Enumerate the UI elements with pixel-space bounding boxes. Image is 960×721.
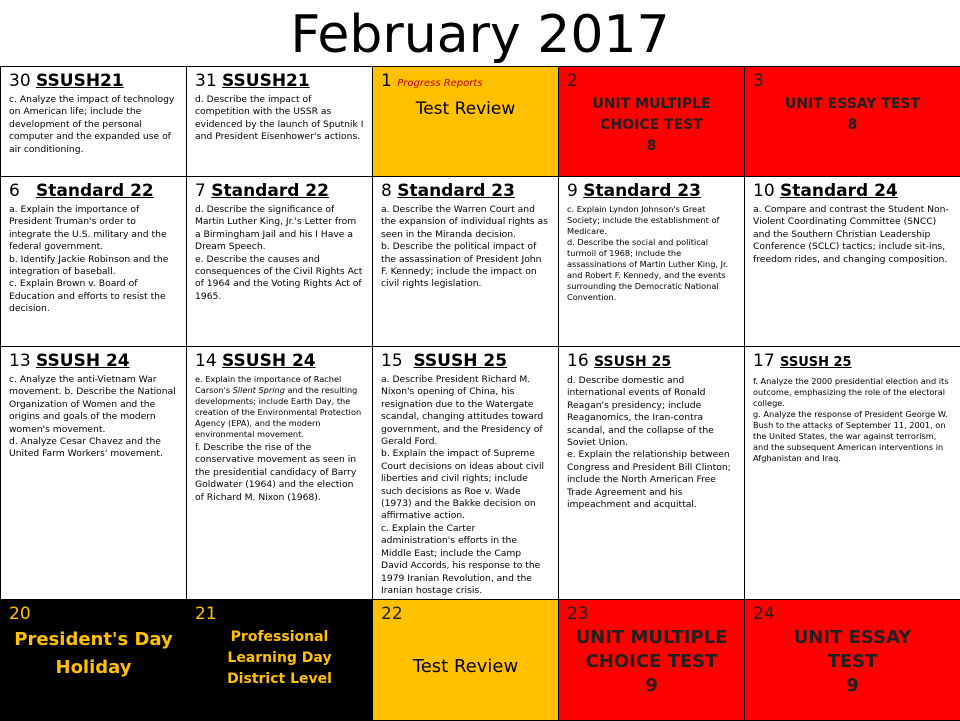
day-cell-16 xyxy=(559,347,745,600)
event-label: Test Review xyxy=(381,655,550,679)
standard-label: SSUSH21 xyxy=(36,71,124,91)
day-number: 6 xyxy=(9,181,20,201)
standard-description: c. Analyze the impact of technology on American life; include the development of the personal computer and the expanded use of air conditioning. xyxy=(9,94,178,156)
day-header xyxy=(753,350,952,374)
description-text: and the resulting developments; include Earth Day, the creation of the Environmental Protection Agency (EPA), and the modern environmental movement. xyxy=(195,385,361,439)
day-number: 17 xyxy=(753,351,775,371)
event-line: 9 xyxy=(753,674,952,698)
day-header xyxy=(9,350,178,372)
day-header xyxy=(753,180,952,202)
standard-label: Standard 23 xyxy=(583,181,701,201)
day-cell-31 xyxy=(187,67,373,177)
day-number: 10 xyxy=(753,181,775,201)
description-text: e. Explain the importance of Rachel Carson's xyxy=(195,374,341,395)
day-cell-3 xyxy=(745,67,960,177)
day-cell-17 xyxy=(745,347,960,600)
standard-description: c. Explain Lyndon Johnson's Great Society; include the establishment of Medicare. d. Describe the social and political turmoil of 1968; include the assassinations of Martin Luther King, Jr. and Robert F. Kennedy, and the events surrounding the Democratic National Convention. xyxy=(567,204,736,303)
day-header xyxy=(9,70,178,92)
day-number: 13 xyxy=(9,351,31,371)
event-line: 9 xyxy=(567,674,736,698)
day-number: 22 xyxy=(381,603,550,625)
day-number: 31 xyxy=(195,71,217,91)
day-number: 30 xyxy=(9,71,31,91)
day-cell-10 xyxy=(745,177,960,347)
standard-label: SSUSH 24 xyxy=(222,351,316,371)
day-header xyxy=(567,350,736,373)
standard-description: f. Analyze the 2000 presidential election and its outcome, emphasizing the role of the electoral college. g. Analyze the response of President George W. Bush to the attacks of September 11, 2001, on the United States, the war against terrorism, and the subsequent American interventions in Afghanistan and Iraq. xyxy=(753,376,952,464)
standard-label: Standard 23 xyxy=(397,181,515,201)
day-number: 8 xyxy=(381,181,392,201)
day-header xyxy=(567,180,736,202)
event-line: UNIT MULTIPLE xyxy=(567,94,736,115)
day-number: 3 xyxy=(753,70,952,92)
standard-description: f. Describe the rise of the conservative movement as seen in the presidential candidacy of Barry Goldwater (1964) and the election of Richard M. Nixon (1968). xyxy=(195,442,364,504)
event-line: CHOICE TEST xyxy=(567,115,736,136)
day-header xyxy=(195,70,364,92)
day-cell-30 xyxy=(1,67,187,177)
day-number: 2 xyxy=(567,70,736,92)
standard-description: c. Analyze the anti-Vietnam War movement. b. Describe the National Organization of Women and the origins and goals of the modern women's movement. d. Analyze Cesar Chavez and the United Farm Workers' movement. xyxy=(9,374,178,461)
standard-description xyxy=(195,374,364,440)
day-header xyxy=(9,180,178,202)
event-line: TEST xyxy=(753,650,952,674)
day-number: 9 xyxy=(567,181,578,201)
day-number: 1 xyxy=(381,71,392,91)
week-row xyxy=(1,600,960,721)
day-cell-23 xyxy=(559,600,745,721)
standard-label: SSUSH21 xyxy=(222,71,310,91)
standard-description: d. Describe the impact of competition with the USSR as evidenced by the launch of Sputnik I and President Eisenhower's actions. xyxy=(195,94,364,144)
day-cell-14 xyxy=(187,347,373,600)
event-line: Holiday xyxy=(9,656,178,680)
day-number: 16 xyxy=(567,351,589,371)
day-number: 15 xyxy=(381,351,403,371)
day-cell-7 xyxy=(187,177,373,347)
standard-label: Standard 24 xyxy=(780,181,898,201)
event-line: Learning Day xyxy=(195,648,364,669)
page-title: February 2017 xyxy=(0,0,960,66)
day-number: 21 xyxy=(195,603,364,625)
day-header xyxy=(381,70,550,95)
week-row xyxy=(1,67,960,177)
day-cell-21 xyxy=(187,600,373,721)
standard-description: a. Explain the importance of President Truman's order to integrate the U.S. military and the federal government. b. Identify Jackie Robinson and the integration of baseball. c. Explain Brown v. Board of Education and efforts to resist the decision. xyxy=(9,204,178,316)
standard-label: Standard 22 xyxy=(211,181,329,201)
standard-label: SSUSH 25 xyxy=(594,354,671,370)
event-line: 8 xyxy=(567,136,736,157)
day-number: 20 xyxy=(9,603,178,625)
day-header xyxy=(381,350,550,372)
standard-label: SSUSH 24 xyxy=(36,351,130,371)
standard-description: a. Describe the Warren Court and the expansion of individual rights as seen in the Miranda decision. b. Describe the political impact of the assassination of President John F. Kennedy; include the impact on civil rights legislation. xyxy=(381,204,550,291)
event-line: 8 xyxy=(753,115,952,136)
event-line: UNIT ESSAY TEST xyxy=(753,94,952,115)
day-cell-1 xyxy=(373,67,559,177)
event-line: UNIT ESSAY xyxy=(753,626,952,650)
standard-description: a. Describe President Richard M. Nixon's opening of China, his resignation due to the Watergate scandal, changing attitudes toward government, and the Presidency of Gerald Ford. b. Explain the impact of Supreme Court decisions on ideas about civil liberties and civil rights; include such decisions as Roe v. Wade (1973) and the Bakke decision on affirmative action. c. Explain the Carter administration's efforts in the Middle East; include the Camp David Accords, his response to the 1979 Iranian Revolution, and the Iranian hostage crisis. xyxy=(381,374,550,597)
week-row xyxy=(1,347,960,600)
standard-description: d. Describe the significance of Martin Luther King, Jr.'s Letter from a Birmingham Jail and his I Have a Dream Speech. e. Describe the causes and consequences of the Civil Rights Act of 1964 and the Voting Rights Act of 1965. xyxy=(195,204,364,303)
day-number: 24 xyxy=(753,603,952,625)
standard-label: SSUSH 25 xyxy=(413,351,507,371)
event-line: UNIT MULTIPLE xyxy=(567,626,736,650)
day-cell-22 xyxy=(373,600,559,721)
book-title: Silent Spring xyxy=(233,385,285,395)
day-cell-13 xyxy=(1,347,187,600)
event-line: CHOICE TEST xyxy=(567,650,736,674)
standard-label: Standard 22 xyxy=(36,181,154,201)
day-header xyxy=(195,180,364,202)
day-cell-8 xyxy=(373,177,559,347)
day-cell-24 xyxy=(745,600,960,721)
day-number: 23 xyxy=(567,603,736,625)
event-line: President's Day xyxy=(9,628,178,652)
day-cell-15 xyxy=(373,347,559,600)
event-label: Test Review xyxy=(381,97,550,121)
day-header xyxy=(195,350,364,372)
week-row xyxy=(1,177,960,347)
day-cell-2 xyxy=(559,67,745,177)
progress-reports-note: Progress Reports xyxy=(397,78,482,89)
standard-description: a. Compare and contrast the Student Non-Violent Coordinating Committee (SNCC) and the Southern Christian Leadership Conference (SCLC) tactics; include sit-ins, freedom rides, and changing composition. xyxy=(753,204,952,266)
calendar-grid xyxy=(0,66,960,721)
day-number: 7 xyxy=(195,181,206,201)
day-cell-6 xyxy=(1,177,187,347)
day-cell-20 xyxy=(1,600,187,721)
day-cell-9 xyxy=(559,177,745,347)
event-line: Professional xyxy=(195,627,364,648)
day-header xyxy=(381,180,550,202)
standard-label: SSUSH 25 xyxy=(780,355,852,370)
day-number: 14 xyxy=(195,351,217,371)
event-line: District Level xyxy=(195,669,364,690)
standard-description: d. Describe domestic and international events of Ronald Reagan's presidency; include Reaganomics, the Iran-contra scandal, and the collapse of the Soviet Union. e. Explain the relationship between Congress and President Bill Clinton; include the North American Free Trade Agreement and his impeachment and acquittal. xyxy=(567,375,736,511)
